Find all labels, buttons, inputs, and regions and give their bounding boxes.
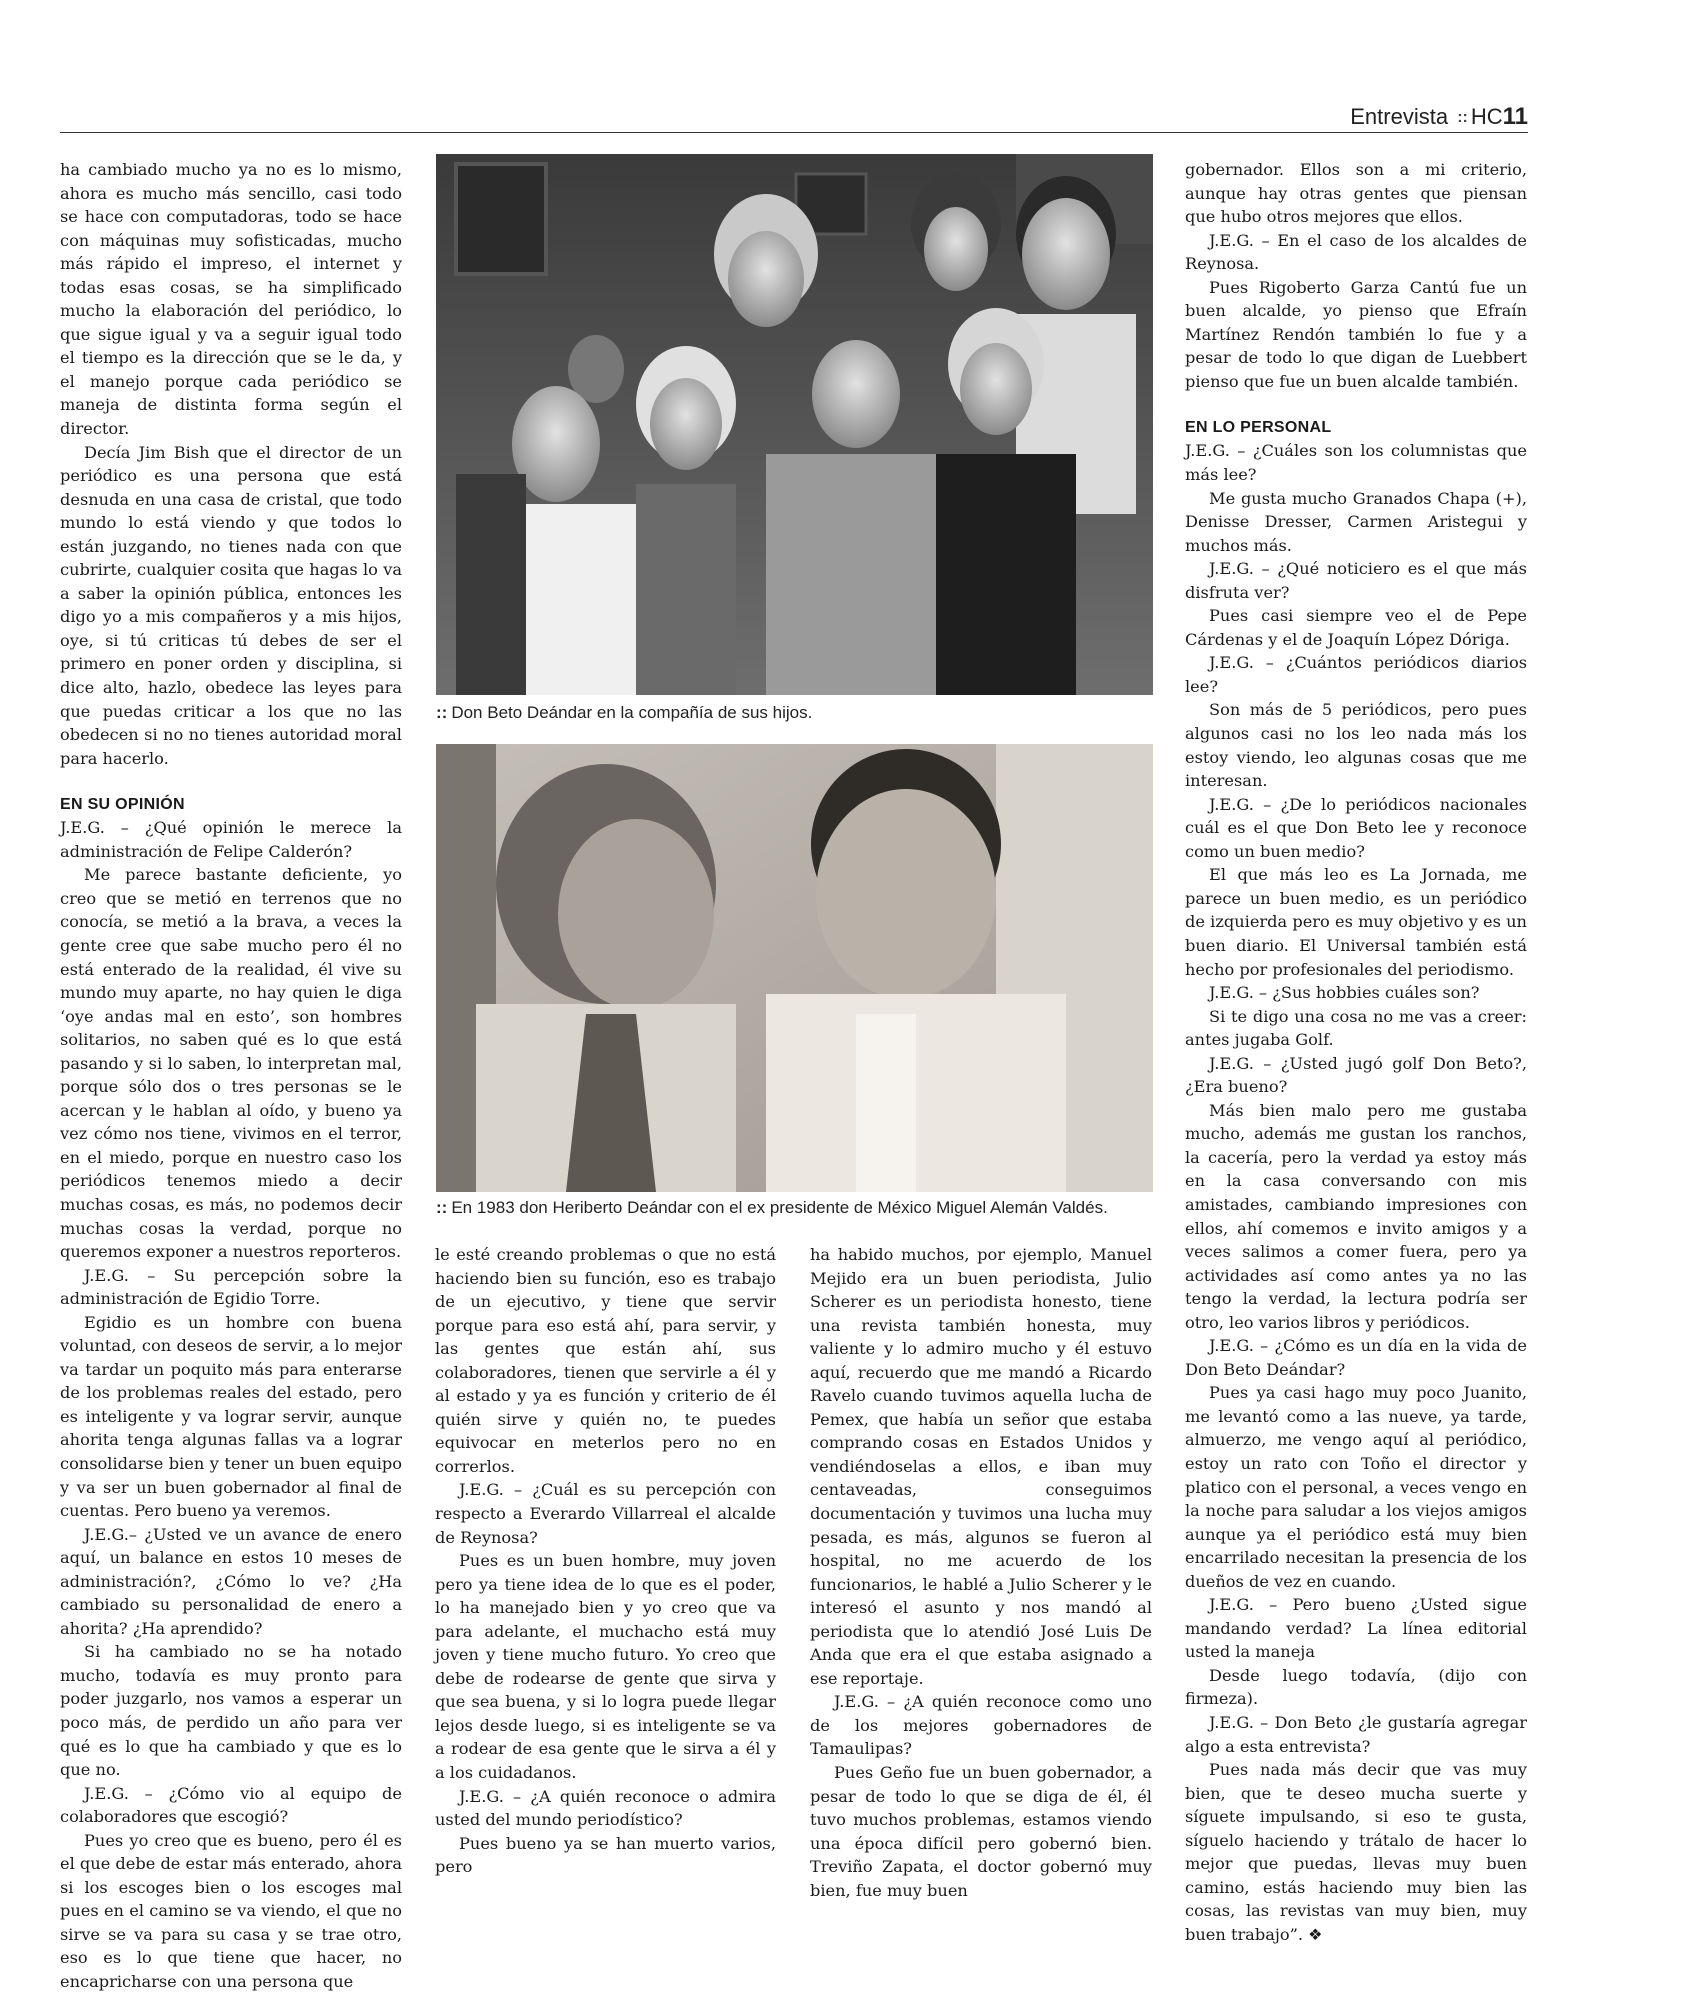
page-header	[60, 104, 1528, 133]
section-heading: EN SU OPINIÓN	[60, 796, 185, 814]
paragraph: Son más de 5 periódicos, pero pues algunos casi no los leo nada más los estoy viendo, leo algunas cosas que me interesan.	[1185, 700, 1527, 791]
paragraph: Pues ya casi hago muy poco Juanito, me levantó como a las nueve, ya tarde, almuerzo, me vengo aquí al periódico, estoy un rato con Toño el director y platico con el personal, a veces vengo en la noche para saludar a los viejos amigos aunque ya el periódico está muy bien encarrilado necesitan la presencia de los dueños de vez en cuando.	[1185, 1383, 1527, 1591]
paragraph: Más bien malo pero me gustaba mucho, además me gustan los ranchos, la cacería, pero la verdad ya estoy más en la casa conversando con mis amistades, cambiando impresiones con ellos, ahí comemos e invito amigos y a veces salimos a comer fuera, pero ya actividades así como antes ya no las tengo la verdad, la lectura podría ser otro, leo varios libros y periódicos.	[1185, 1100, 1527, 1332]
paragraph: Decía Jim Bish que el director de un periódico es una persona que está desnuda en una casa de cristal, que todo mundo lo está viendo y que todos lo están juzgando, no tienes nada con que cubrirte, cualquier cosita que hagas lo va a saber la opinión pública, entonces les digo yo a mis compañeros y a mis hijos, oye, si tú criticas tú debes de ser el primero en poner orden y disciplina, si dice alto, hazlo, obedece las leyes para que puedas criticar a los que no las obedecen si no no tienes autoridad moral para hacerlo.	[60, 442, 402, 768]
family-photo-illustration	[436, 154, 1153, 695]
caption-text: Don Beto Deándar en la compañía de sus hijos.	[451, 703, 813, 722]
question: J.E.G. – ¿A quién reconoce o admira usted del mundo periodístico?	[435, 1786, 776, 1830]
article-column-2	[435, 1243, 776, 1879]
paragraph: ha habido muchos, por ejemplo, Manuel Mejido era un buen periodista, Julio Scherer es un periodista honesto, tiene una revista también honesta, muy valiente y lo admiro mucho y él estuvo aquí, recuerdo que me mandó a Ricardo Ravelo cuando tuvimos aquella lucha de Pemex, que había un señor que estaba comprando cosas en Estados Unidos y vendiéndoselas a ellos, e iban muy centaveadas, conseguimos documentación y tuvimos una lucha muy pesada, es más, algunos se fueron al hospital, no me acuerdo de los funcionarios, le hablé a Julio Scherer y le interesó el asunto y nos mandó al periodista que lo atendió José Luis De Anda que era el que estaba asignado a ese reportaje.	[810, 1245, 1152, 1688]
question: J.E.G. – ¿Qué opinión le merece la administración de Felipe Calderón?	[60, 818, 402, 861]
question: J.E.G. – Don Beto ¿le gustaría agregar algo a esta entrevista?	[1185, 1713, 1527, 1756]
question: J.E.G. – ¿Cómo es un día en la vida de Don Beto Deándar?	[1185, 1336, 1527, 1379]
paragraph: El que más leo es La Jornada, me parece un buen medio, es un periódico de izquierda pero es muy objetivo y es un buen diario. El Universal también está hecho por profesionales del periodismo.	[1185, 865, 1527, 979]
paragraph: Me parece bastante deficiente, yo creo que se metió en terrenos que no conocía, se metió a la brava, a veces la gente cree que sabe mucho pero él no está enterado de la realidad, él vive su mundo muy aparte, no hay quien le diga ‘oye andas mal en esto’, son hombres solitarios, no saben qué es lo que está pasando y si lo saben, lo interpretan mal, porque sólo dos o tres personas se le acercan y le hablan al oído, y bueno ya vez cómo nos tiene, vivimos en el terror, en el miedo, porque en nuestro caso los periódicos tenemos miedo a decir muchas cosas, es más, no podemos decir muchas cosas la verdad, porque no queremos exponer a nuestros reporteros.	[60, 865, 402, 1262]
paragraph: Me gusta mucho Granados Chapa (+), Denisse Dresser, Carmen Aristegui y muchos más.	[1185, 488, 1527, 555]
historic-photo-illustration	[436, 744, 1153, 1192]
header-separator: ::	[1457, 109, 1468, 126]
question: J.E.G.– ¿Usted ve un avance de enero aquí, un balance en estos 10 meses de administración?, ¿Cómo lo ve? ¿Ha cambiado su personalidad de enero a ahorita? ¿Ha aprendido?	[60, 1524, 402, 1638]
historic-photo	[436, 744, 1153, 1192]
paragraph: Pues Rigoberto Garza Cantú fue un buen alcalde, yo pienso que Efraín Martínez Rendón también lo fue y a pesar de todo lo que digan de Luebbert pienso que fue un buen alcalde también.	[1185, 277, 1527, 391]
question: J.E.G. – ¿A quién reconoce como uno de los mejores gobernadores de Tamaulipas?	[810, 1692, 1152, 1759]
question: J.E.G. – En el caso de los alcaldes de Reynosa.	[1185, 230, 1527, 274]
question: J.E.G. – ¿Qué noticiero es el que más disfruta ver?	[1185, 559, 1527, 602]
paragraph: gobernador. Ellos son a mi criterio, aunque hay otras gentes que piensan que hubo otros mejores que ellos.	[1185, 160, 1527, 227]
caption-marker: ::	[436, 703, 448, 722]
section-name: Entrevista	[1350, 104, 1449, 129]
article-column-3	[810, 1243, 1152, 1902]
paragraph: Pues nada más decir que vas muy bien, que te deseo mucha suerte y síguete impulsando, si eso te gusta, síguelo haciendo y trátalo de hacer lo mejor que puedas, llevas muy buen camino, estás haciendo muy bien las cosas, las revistas van muy bien, muy buen trabajo”. ❖	[1185, 1760, 1527, 1944]
paragraph: Egidio es un hombre con buena voluntad, con deseos de servir, a lo mejor va tardar un poquito más para enterarse de los problemas reales del estado, pero es inteligente y va lograr servir, aunque ahorita tenga algunas fallas va a lograr consolidarse bien y tener un buen equipo y va ser un buen gobernador al final de cuentas. Pero bueno ya veremos.	[60, 1312, 402, 1521]
question: J.E.G. – ¿Sus hobbies cuáles son?	[1209, 983, 1480, 1003]
question: J.E.G. – ¿Usted jugó golf Don Beto?, ¿Era bueno?	[1185, 1053, 1527, 1097]
question: J.E.G. – Su percepción sobre la administración de Egidio Torre.	[60, 1265, 402, 1309]
question: J.E.G. – ¿De lo periódicos nacionales cuál es el que Don Beto lee y reconoce como un buen medio?	[1185, 794, 1527, 861]
question: J.E.G. – ¿Cuáles son los columnistas que más lee?	[1185, 441, 1527, 485]
header-label	[1350, 104, 1528, 131]
question: J.E.G. – ¿Cuántos periódicos diarios lee?	[1185, 653, 1527, 696]
caption-text: En 1983 don Heriberto Deándar con el ex presidente de México Miguel Alemán Valdés.	[451, 1198, 1108, 1217]
brand-name: HC	[1470, 104, 1503, 129]
paragraph: Pues yo creo que es bueno, pero él es el que debe de estar más enterado, ahora si los escoges bien o los escoges mal pues en el camino se va viendo, el que no sirve se va para su casa y se trae otro, eso es lo que tiene que hacer, no encapricharse con una persona que	[60, 1830, 403, 1992]
paragraph: Pues es un buen hombre, muy joven pero ya tiene idea de lo que es el poder, lo ha manejado bien y yo creo que va para adelante, el muchacho está muy joven y tiene mucho futuro. Yo creo que debe de rodearse de gente que sirva y que sea buena, y si lo logra puede llegar lejos desde luego, si es inteligente se va a rodear de esa gente que le sirva a él y a los cuidadanos.	[435, 1551, 776, 1783]
paragraph: Pues Geño fue un buen gobernador, a pesar de todo lo que se diga de él, él tuvo muchos problemas, estamos viendo una época difícil pero gobernó bien. Treviño Zapata, el doctor gobernó muy bien, fue muy buen	[810, 1763, 1152, 1900]
page-number: 11	[1502, 103, 1528, 130]
article-column-1	[60, 158, 402, 1994]
paragraph: ha cambiado mucho ya no es lo mismo, ahora es mucho más sencillo, casi todo se hace con computadoras, todo se hace con máquinas muy sofisticadas, mucho más rápido el impreso, el internet y todas esas cosas, se ha simplificado mucho la elaboración del periódico, lo que sigue igual y va a seguir igual todo el tiempo es la dirección que se le da, y el manejo porque cada periódico se maneja de distinta forma según el director.	[60, 160, 402, 439]
question: J.E.G. – Pero bueno ¿Usted sigue mandando verdad? La línea editorial usted la maneja	[1185, 1595, 1527, 1662]
caption-marker: ::	[436, 1198, 448, 1217]
paragraph: Pues casi siempre veo el de Pepe Cárdenas y el de Joaquín López Dóriga.	[1185, 606, 1527, 649]
question: J.E.G. – ¿Cuál es su percepción con respecto a Everardo Villarreal el alcalde de Reynosa?	[435, 1480, 776, 1547]
paragraph: Si te digo una cosa no me vas a creer: antes jugaba Golf.	[1185, 1006, 1527, 1050]
paragraph: Pues bueno ya se han muerto varios, pero	[435, 1833, 776, 1877]
section-heading: EN LO PERSONAL	[1185, 419, 1332, 437]
article-column-4	[1185, 158, 1527, 1946]
question: J.E.G. – ¿Cómo vio al equipo de colaboradores que escogió?	[60, 1783, 402, 1827]
paragraph: Si ha cambiado no se ha notado mucho, todavía es muy pronto para poder juzgarlo, nos vamos a esperar un poco más, de perdido un año para ver qué es lo que ha cambiado y que es lo que no.	[60, 1642, 402, 1780]
paragraph: le esté creando problemas o que no está haciendo bien su función, eso es trabajo de un ejecutivo, y tiene que servir porque para eso está ahí, para servir, y las gentes que están ahí, sus colaboradores, tienen que servirle a él y al estado y ya es función y criterio de él quién sirve y quién no, te puedes equivocar en meterlos pero no en correrlos.	[435, 1245, 776, 1476]
photo-caption-2	[436, 1198, 1108, 1218]
paragraph: Desde luego todavía, (dijo con firmeza).	[1185, 1665, 1527, 1709]
photo-caption-1	[436, 703, 812, 723]
family-photo	[436, 154, 1153, 695]
